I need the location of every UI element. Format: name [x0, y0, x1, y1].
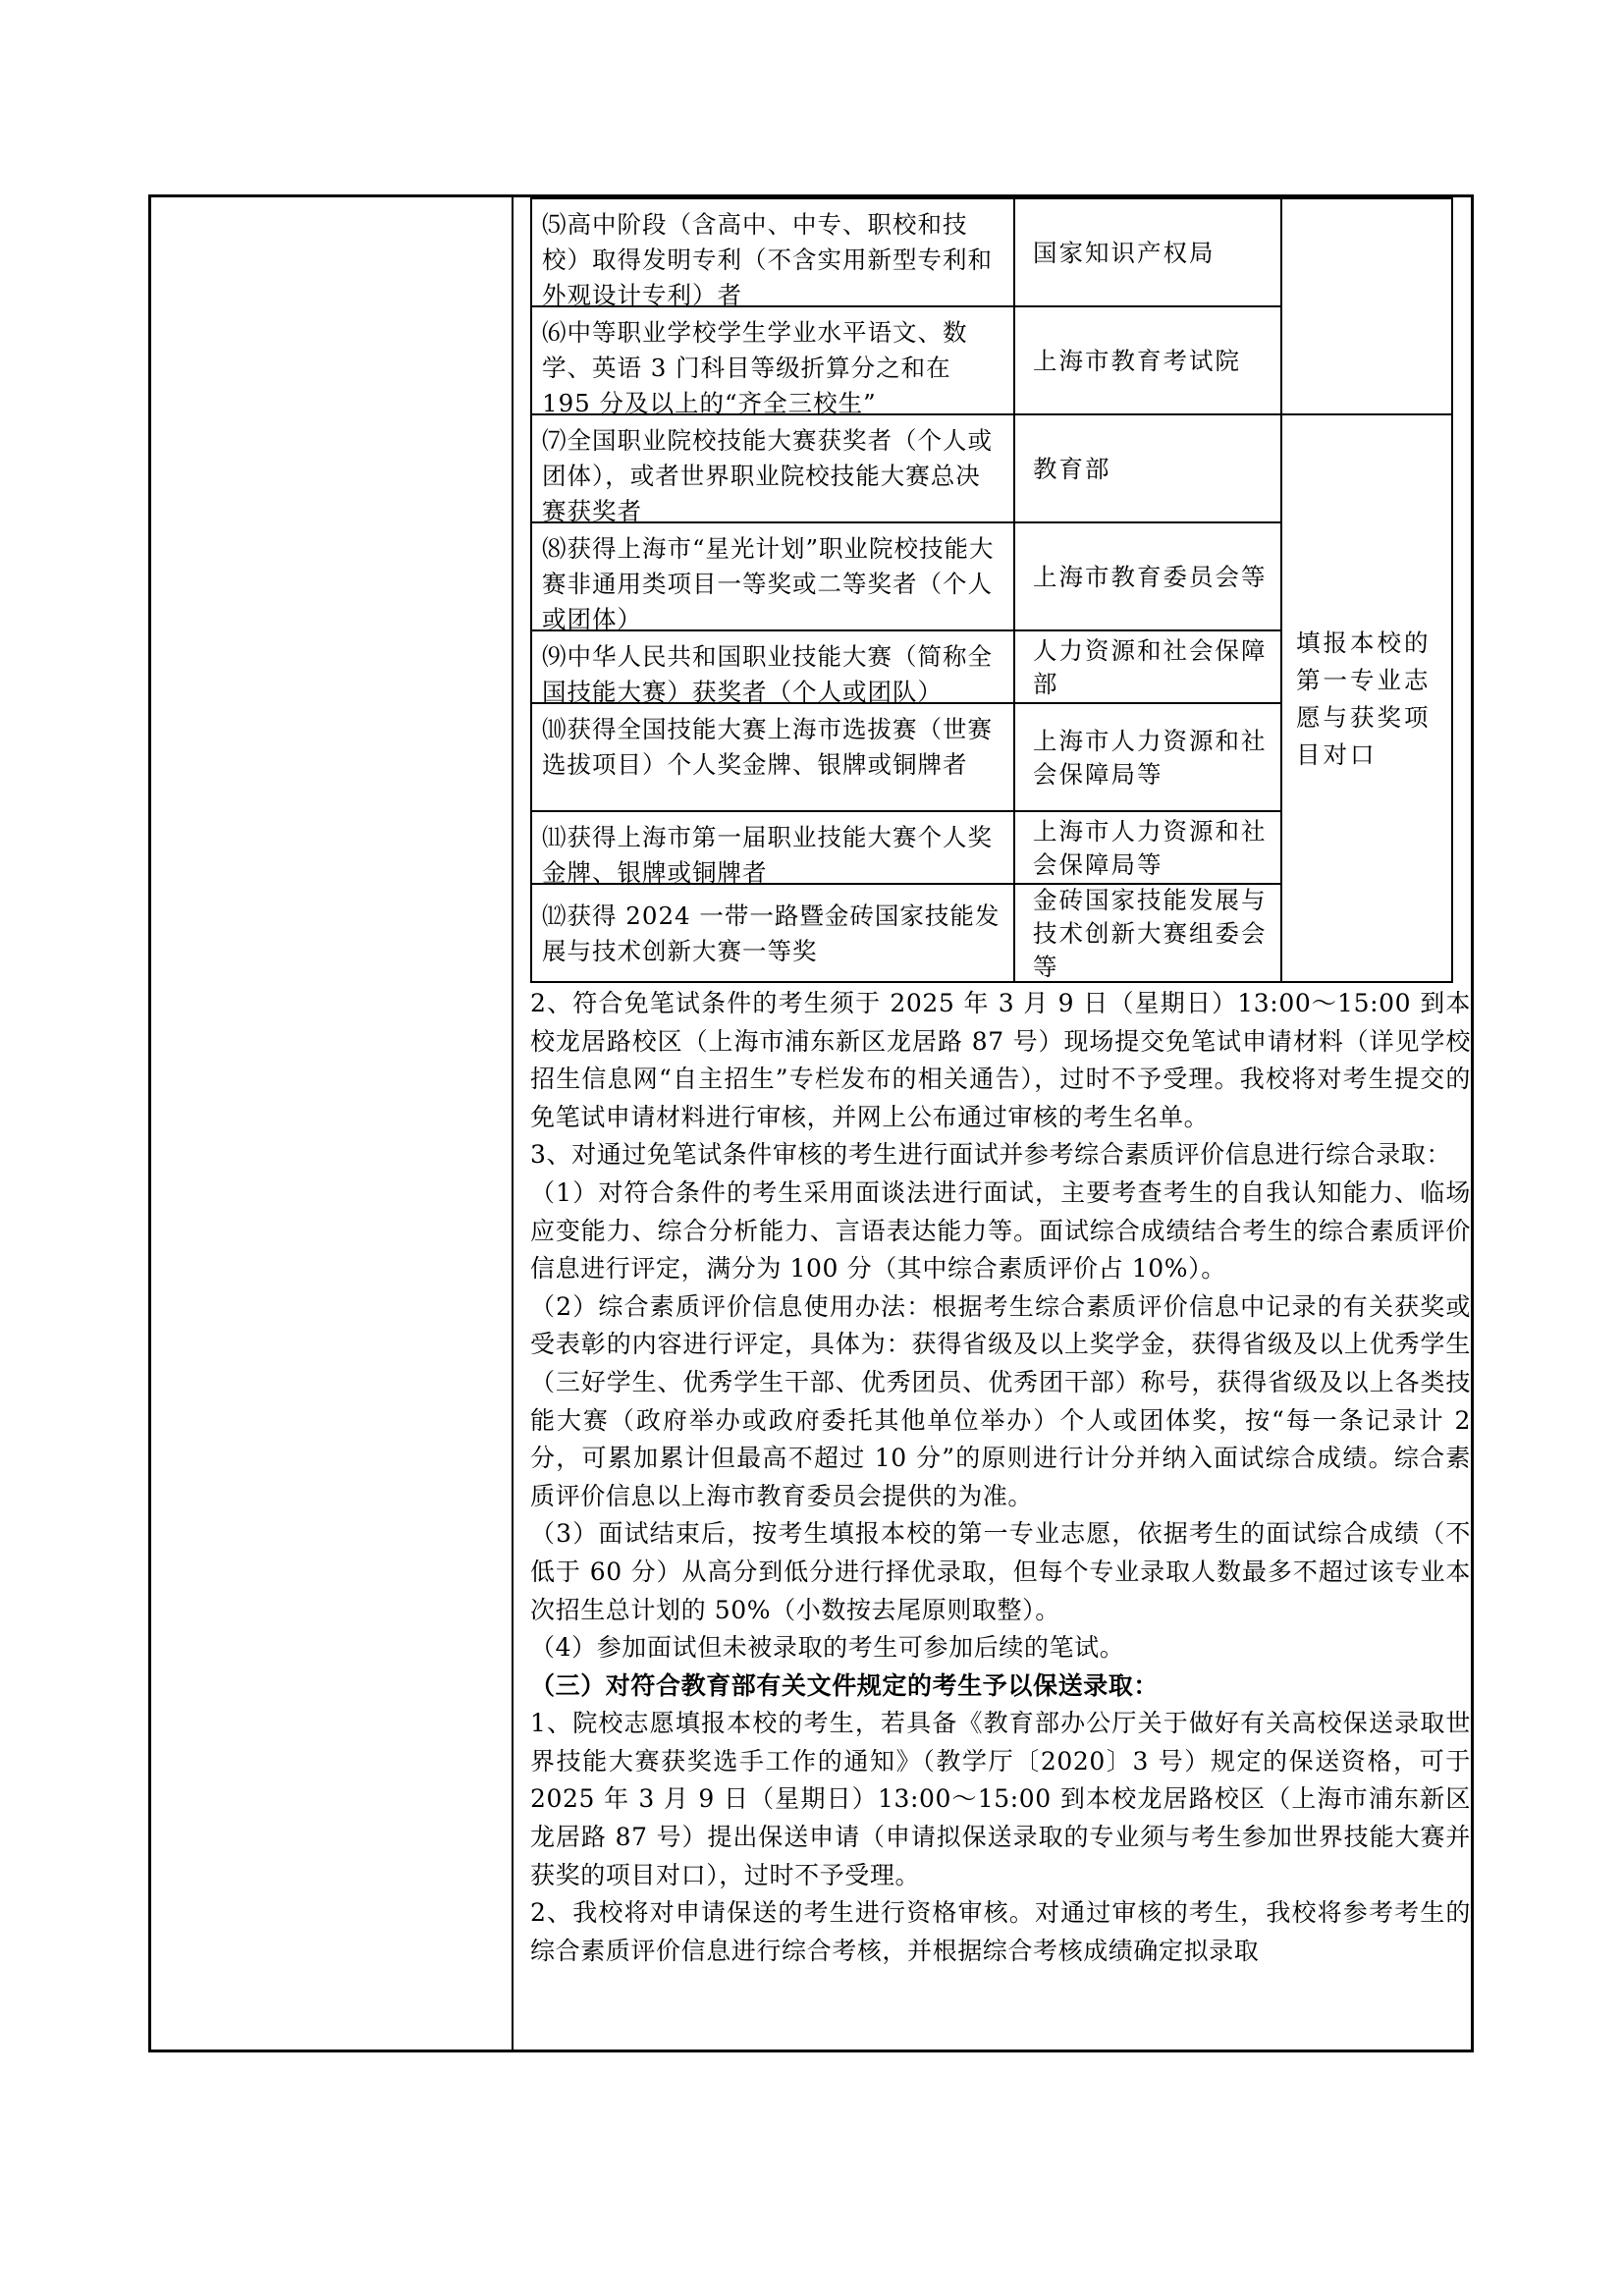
table-row	[532, 199, 1013, 307]
table-row	[532, 307, 1013, 415]
table-row	[532, 812, 1013, 885]
outer-table	[148, 194, 1474, 2052]
condition-cell-5: ⑸高中阶段（含高中、中专、职校和技校）取得发明专利（不含实用新型专利和外观设计专利）者	[542, 210, 993, 309]
organization-cell: 教育部	[1033, 455, 1111, 483]
organization-cell: 上海市人力资源和社会保障局等	[1033, 817, 1268, 879]
condition-cell-7: ⑺全国职业院校技能大赛获奖者（个人或团体），或者世界职业院校技能大赛总决赛获奖者	[542, 426, 993, 525]
organization-cell: 人力资源和社会保障部	[1033, 636, 1268, 698]
paragraph: 2、我校将对申请保送的考生进行资格审核。对通过审核的考生，我校将参考考生的综合素质评价信息进行综合考核，并根据综合考核成绩确定拟录取	[530, 1898, 1471, 1965]
paragraph: （4）参加面试但未被录取的考生可参加后续的笔试。	[530, 1633, 1125, 1663]
body-text	[530, 985, 1471, 1970]
organization-cell: 上海市教育委员会等	[1033, 563, 1268, 591]
organization-cell: 上海市教育考试院	[1033, 347, 1241, 375]
table-row	[532, 523, 1013, 631]
outer-column-divider	[512, 197, 514, 2050]
table-row	[532, 631, 1013, 704]
organization-cell: 金砖国家技能发展与技术创新大赛组委会等	[1033, 886, 1268, 981]
paragraph: 1、院校志愿填报本校的考生，若具备《教育部办公厅关于做好有关高校保送录取世界技能大赛获奖选手工作的通知》（教学厅〔2020〕3 号）规定的保送资格，可于 2025 年 3 月 9 日（星期日）13:00～15:00 到本校龙居路校区（上海市浦东新区龙居路 87 号）提出保送申请（申请拟保送录取的专业须与考生参加世界技能大赛并获奖的项目对口），过时不予受理。	[530, 1709, 1471, 1889]
paragraph: （1）对符合条件的考生采用面谈法进行面试，主要考查考生的自我认知能力、临场应变能力、综合分析能力、言语表达能力等。面试综合成绩结合考生的综合素质评价信息进行评定，满分为 100 分（其中综合素质评价占 10%）。	[530, 1177, 1471, 1284]
condition-cell-9: ⑼中华人民共和国职业技能大赛（简称全国技能大赛）获奖者（个人或团队）	[542, 642, 993, 706]
paragraph: 3、对通过免笔试条件审核的考生进行面试并参考综合素质评价信息进行综合录取：	[530, 1140, 1452, 1170]
condition-cell-10: ⑽获得全国技能大赛上海市选拔赛（世赛选拔项目）个人奖金牌、银牌或铜牌者	[542, 715, 993, 779]
condition-cell-8: ⑻获得上海市“星光计划”职业院校技能大赛非通用类项目一等奖或二等奖者（个人或团体）	[542, 534, 995, 633]
section-heading: （三）对符合教育部有关文件规定的考生予以保送录取：	[530, 1670, 1160, 1700]
award-conditions-table	[530, 197, 1453, 983]
table-row	[532, 704, 1013, 812]
requirement-cell: 填报本校的第一专业志愿与获奖项目对口	[1296, 629, 1432, 769]
organization-cell: 上海市人力资源和社会保障局等	[1033, 727, 1268, 789]
paragraph: （3）面试结束后，按考生填报本校的第一专业志愿，依据考生的面试综合成绩（不低于 60 分）从高分到低分进行择优录取，但每个专业录取人数最多不超过该专业本次招生总计划的 50%（小数按去尾原则取整）。	[530, 1519, 1471, 1624]
organization-cell: 国家知识产权局	[1033, 239, 1216, 267]
paragraph: （2）综合素质评价信息使用办法：根据考生综合素质评价信息中记录的有关获奖或受表彰的内容进行评定，具体为：获得省级及以上奖学金，获得省级及以上优秀学生（三好学生、优秀学生干部、优秀团员、优秀团干部）称号，获得省级及以上各类技能大赛（政府举办或政府委托其他单位举办）个人或团体奖，按“每一条记录计 2 分，可累加累计但最高不超过 10 分”的原则进行计分并纳入面试综合成绩。综合素质评价信息以上海市教育委员会提供的为准。	[530, 1291, 1471, 1510]
paragraph: 2、符合免笔试条件的考生须于 2025 年 3 月 9 日（星期日）13:00～15:00 到本校龙居路校区（上海市浦东新区龙居路 87 号）现场提交免笔试申请材料（详见学校招生信息网“自主招生”专栏发布的相关通告），过时不予受理。我校将对考生提交的免笔试申请材料进行审核，并网上公布通过审核的考生名单。	[530, 989, 1471, 1131]
condition-cell-12: ⑿获得 2024 一带一路暨金砖国家技能发展与技术创新大赛一等奖	[542, 902, 1001, 965]
table-row	[532, 415, 1013, 523]
condition-cell-11: ⑾获得上海市第一届职业技能大赛个人奖金牌、银牌或铜牌者	[542, 823, 993, 887]
condition-cell-6: ⑹中等职业学校学生学业水平语文、数学、英语 3 门科目等级折算分之和在 195 分及以上的“齐全三校生”	[542, 318, 968, 417]
